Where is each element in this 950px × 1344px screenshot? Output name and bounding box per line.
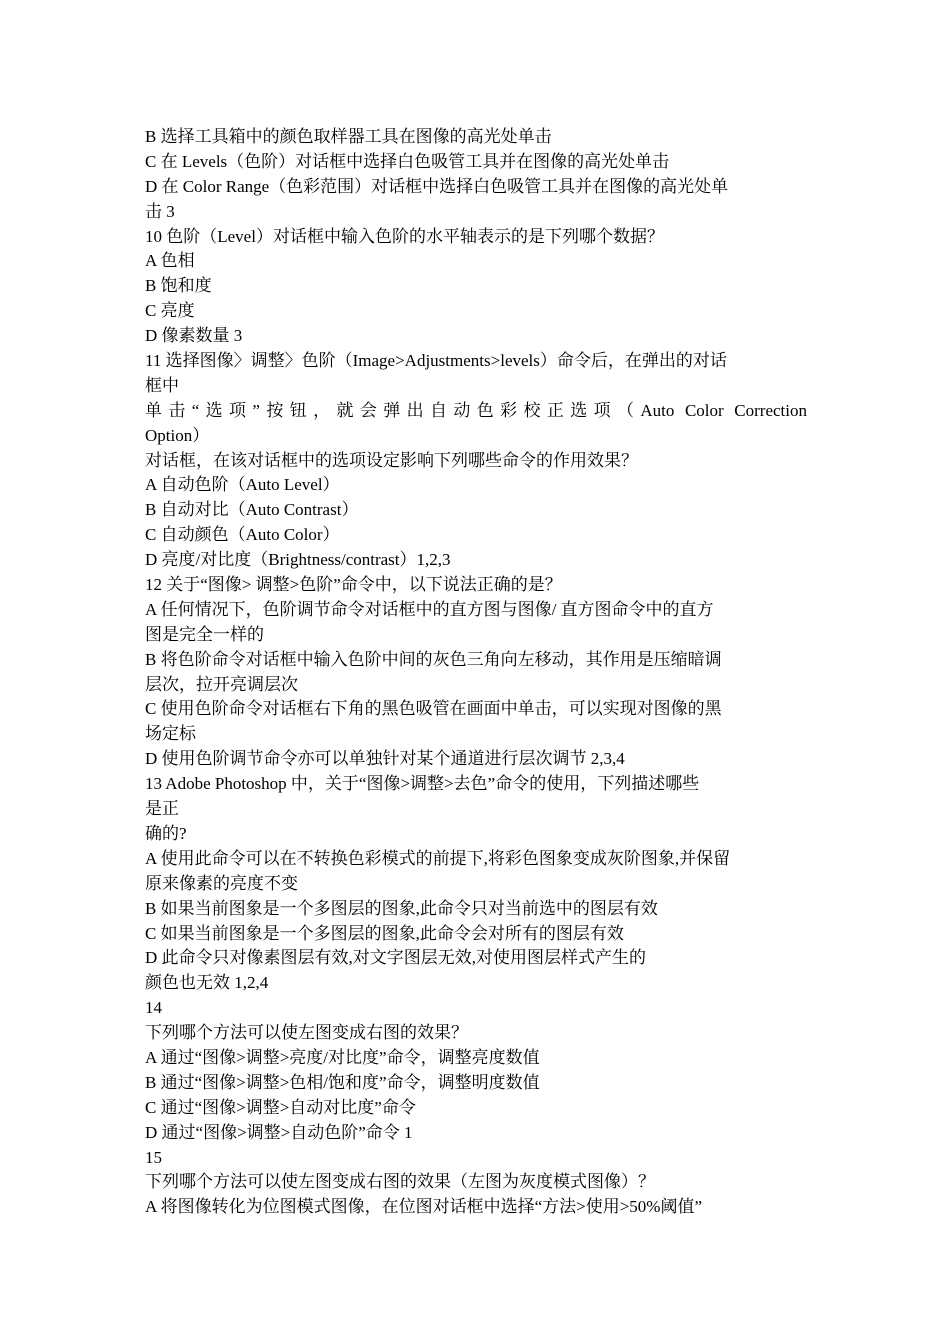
text-line: C 亮度 bbox=[145, 301, 195, 321]
text-line: 击 3 bbox=[145, 201, 175, 221]
text-line: C 通过“图像>调整>自动对比度”命令 bbox=[145, 1097, 416, 1117]
text-line: 颜色也无效 1,2,4 bbox=[145, 973, 269, 993]
text-line: D 通过“图像>调整>自动色阶”命令 1 bbox=[145, 1122, 413, 1142]
text-line: C 如果当前图象是一个多图层的图象,此命令会对所有的图层有效 bbox=[145, 923, 624, 943]
text-line: 单击“选项”按钮，就会弹出自动色彩校正选项（Auto Color Correction bbox=[145, 400, 807, 420]
text-line: D 像素数量 3 bbox=[145, 326, 243, 346]
question-12: 12 关于“图像> 调整>色阶”命令中，以下说法正确的是？ bbox=[145, 575, 562, 595]
text-line: B 自动对比（Auto Contrast） bbox=[145, 500, 359, 520]
question-10: 10 色阶（Level）对话框中输入色阶的水平轴表示的是下列哪个数据？ bbox=[145, 226, 664, 246]
text-line: D 亮度/对比度（Brightness/contrast）1,2,3 bbox=[145, 550, 451, 570]
text-line: B 饱和度 bbox=[145, 276, 212, 296]
text-line: A 使用此命令可以在不转换色彩模式的前提下,将彩色图象变成灰阶图象,并保留 bbox=[145, 848, 731, 868]
text-line: B 通过“图像>调整>色相/饱和度”命令，调整明度数值 bbox=[145, 1072, 540, 1092]
text-line: D 在 Color Range（色彩范围）对话框中选择白色吸管工具并在图像的高光处单 bbox=[145, 176, 729, 196]
text-line: 图是完全一样的 bbox=[145, 624, 264, 644]
document-page bbox=[145, 125, 807, 1220]
text-line: 下列哪个方法可以使左图变成右图的效果？ bbox=[145, 1023, 468, 1043]
text-line: Option） bbox=[145, 425, 210, 445]
text-line: A 任何情况下，色阶调节命令对话框中的直方图与图像/ 直方图命令中的直方 bbox=[145, 599, 714, 619]
text-line: C 在 Levels（色阶）对话框中选择白色吸管工具并在图像的高光处单击 bbox=[145, 151, 670, 171]
text-line: 是正 bbox=[145, 799, 179, 819]
text-line: 层次，拉开亮调层次 bbox=[145, 674, 298, 694]
text-line: 对话框，在该对话框中的选项设定影响下列哪些命令的作用效果？ bbox=[145, 450, 638, 470]
question-11: 11 选择图像〉调整〉色阶（Image>Adjustments>levels）命令后，在弹出的对话 bbox=[145, 351, 727, 371]
text-line: 原来像素的亮度不变 bbox=[145, 873, 298, 893]
text-line: A 通过“图像>调整>亮度/对比度”命令，调整亮度数值 bbox=[145, 1047, 540, 1067]
question-13: 13 Adobe Photoshop 中，关于“图像>调整>去色”命令的使用，下列描述哪些 bbox=[145, 774, 700, 794]
text-line: D 使用色阶调节命令亦可以单独针对某个通道进行层次调节 2,3,4 bbox=[145, 749, 625, 769]
text-line: B 如果当前图象是一个多图层的图象,此命令只对当前选中的图层有效 bbox=[145, 898, 658, 918]
question-14: 14 bbox=[145, 998, 162, 1018]
text-line: D 此命令只对像素图层有效,对文字图层无效,对使用图层样式产生的 bbox=[145, 948, 647, 968]
text-line: A 将图像转化为位图模式图像，在位图对话框中选择“方法>使用>50%阈值” bbox=[145, 1197, 703, 1217]
text-line: B 将色阶命令对话框中输入色阶中间的灰色三角向左移动，其作用是压缩暗调 bbox=[145, 649, 722, 669]
text-line: C 自动颜色（Auto Color） bbox=[145, 525, 340, 545]
text-line: A 色相 bbox=[145, 251, 195, 271]
question-15: 15 bbox=[145, 1147, 162, 1167]
text-line: 框中 bbox=[145, 375, 179, 395]
text-line: 确的? bbox=[145, 823, 187, 843]
text-line: 场定标 bbox=[145, 724, 196, 744]
text-line: A 自动色阶（Auto Level） bbox=[145, 475, 340, 495]
text-line: B 选择工具箱中的颜色取样器工具在图像的高光处单击 bbox=[145, 127, 552, 146]
text-line: 下列哪个方法可以使左图变成右图的效果（左图为灰度模式图像）？ bbox=[145, 1172, 655, 1192]
text-line: C 使用色阶命令对话框右下角的黑色吸管在画面中单击，可以实现对图像的黑 bbox=[145, 699, 722, 719]
